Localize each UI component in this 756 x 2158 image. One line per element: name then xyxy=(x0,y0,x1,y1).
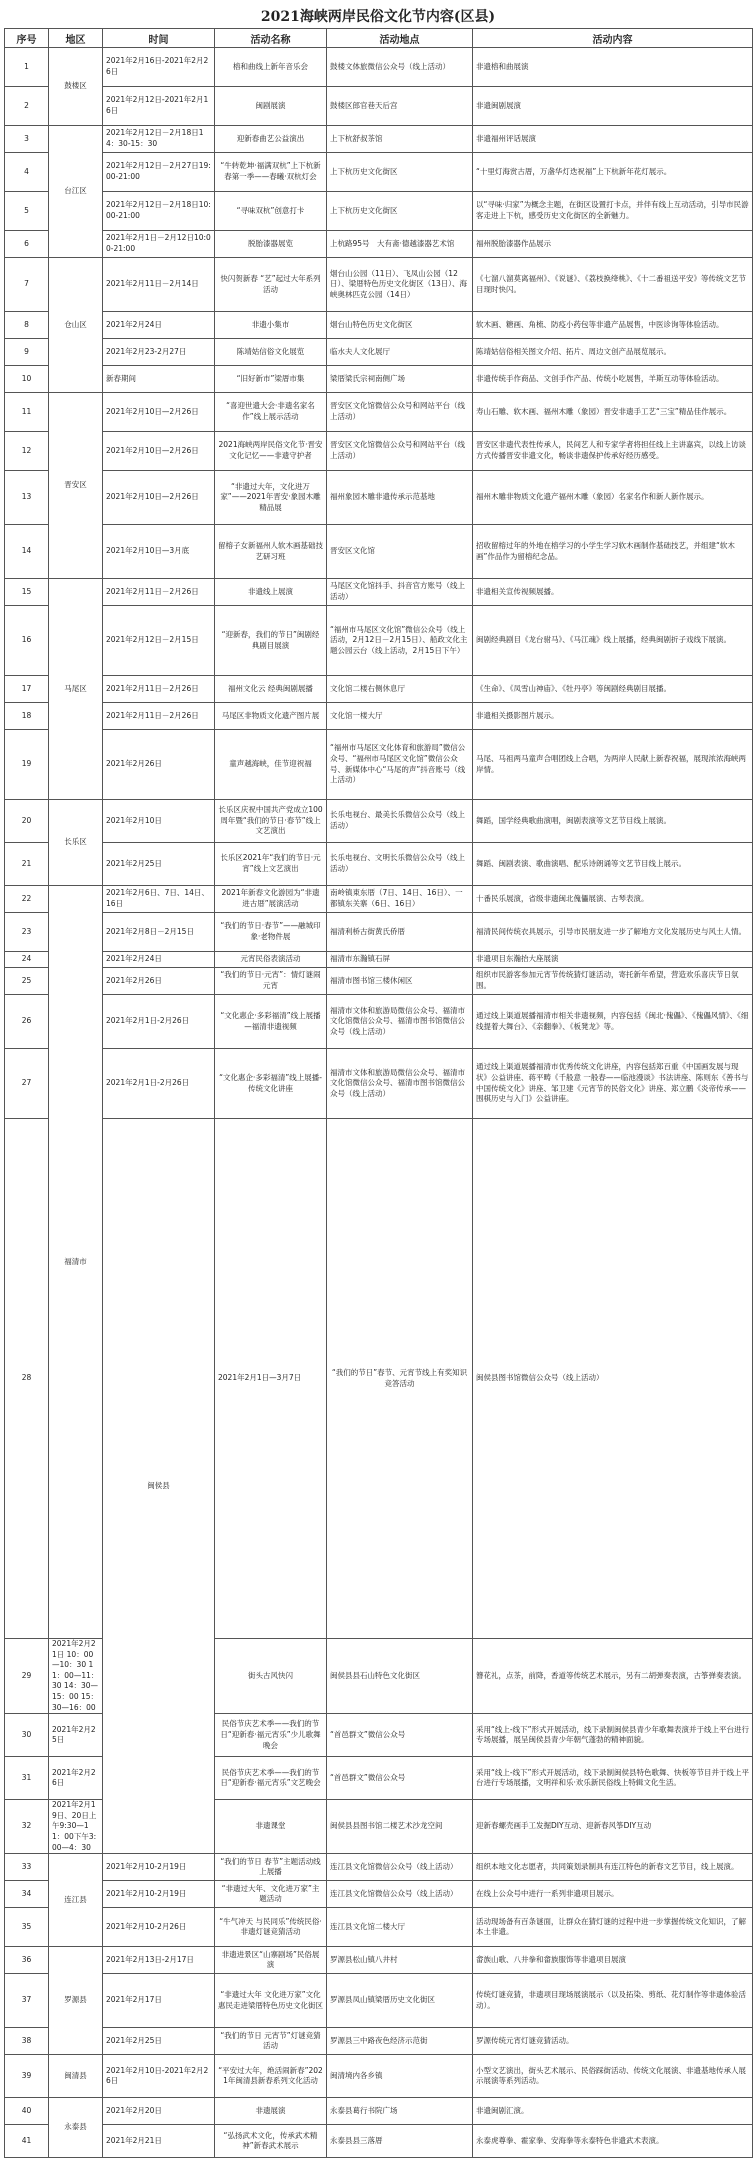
row-number: 15 xyxy=(5,579,49,606)
activity-name-cell: “平安过大年，绝活闹新春”2021年闽清县新春系列文化活动 xyxy=(215,2055,327,2098)
content-cell: 软木画、糖画、角梳、防疫小药包等非遗产品展售，中医诊询等体验活动。 xyxy=(473,312,753,339)
table-row xyxy=(5,48,753,87)
header-cell-place: 活动地点 xyxy=(327,29,473,48)
table-header xyxy=(5,29,753,48)
time-cell: 2021年2月10-2月19日 xyxy=(103,1881,215,1908)
content-cell: 组织本地文化志愿者，共同策划录制具有连江特色的新春文艺节目，线上展演。 xyxy=(473,1854,753,1881)
activity-name-cell: “我们的节日 元宵节”灯谜竞猜活动 xyxy=(215,2028,327,2055)
activity-name-cell: 非遗课堂 xyxy=(215,1800,327,1854)
region-cell: 台江区 xyxy=(49,126,103,258)
location-cell: 福清利桥古街黄氏侨厝 xyxy=(327,913,473,952)
row-number: 34 xyxy=(5,1881,49,1908)
table-row xyxy=(5,676,753,703)
table-row xyxy=(5,192,753,231)
activity-name-cell: “我们的节日 春节”主题活动线上展播 xyxy=(215,1854,327,1881)
activity-name-cell: 2021海峡两岸民俗文化节·晋安文化记忆——非遗守护者 xyxy=(215,432,327,471)
activity-name-cell: “我们的节日·元宵”：情灯谜闹元宵 xyxy=(215,968,327,995)
table-row xyxy=(5,1854,753,1881)
location-cell: 福清市图书馆三楼休闲区 xyxy=(327,968,473,995)
time-cell: 2021年2月12日－2月27日19:00-21:00 xyxy=(103,153,215,192)
activity-name-cell: 街头古风快闪 xyxy=(215,1639,327,1714)
time-cell: 2021年2月20日 xyxy=(103,2098,215,2125)
content-cell: 《生命》、《凤雪山神庙》、《牡丹亭》等闽剧经典剧目展播。 xyxy=(473,676,753,703)
time-cell: 2021年2月23-2月27日 xyxy=(103,339,215,366)
location-cell: 连江县文化馆微信公众号（线上活动） xyxy=(327,1881,473,1908)
table-row xyxy=(5,843,753,886)
location-cell: 鼓楼区郎官巷天后宫 xyxy=(327,87,473,126)
time-cell: 2021年2月26日 xyxy=(103,968,215,995)
row-number: 32 xyxy=(5,1800,49,1854)
content-cell: 组织市民游客参加元宵节传统猜灯谜活动，寄托新年希望，营造欢乐喜庆节日氛围。 xyxy=(473,968,753,995)
activity-name-cell: 非遗小集市 xyxy=(215,312,327,339)
content-cell: 采用“线上-线下”形式开展活动，线下录制闽侯县特色歌舞、快板等节目并于线上平台进行专场展播，文明祥和乐·欢乐新民俗线上特辑文化生活。 xyxy=(473,1757,753,1800)
content-cell: 非遗相关摄影图片展示。 xyxy=(473,703,753,730)
time-cell: 2021年2月11日－2月26日 xyxy=(103,579,215,606)
location-cell: 闽侯县县图书馆二楼艺术沙龙空间 xyxy=(327,1800,473,1854)
row-number: 27 xyxy=(5,1049,49,1119)
row-number: 22 xyxy=(5,886,49,913)
time-cell: 2021年2月21日 10：00—10：30 11：00—11：30 14：30—15：00 15：30—16：00 xyxy=(49,1639,103,1714)
content-cell: 永泰虎尊拳、霍家拳、安海拳等永泰特色非遗武术表演。 xyxy=(473,2125,753,2158)
location-cell: 文化馆一楼大厅 xyxy=(327,703,473,730)
region-cell: 鼓楼区 xyxy=(49,48,103,126)
header-cell-region: 地区 xyxy=(49,29,103,48)
header-cell-content: 活动内容 xyxy=(473,29,753,48)
table-row xyxy=(5,968,753,995)
table-row xyxy=(5,730,753,800)
location-cell: 罗源县凤山镇梁厝历史文化街区 xyxy=(327,1974,473,2028)
location-cell: 南岭镇東东厝（7日、14日、16日）、一都镇东关寨（6日、16日） xyxy=(327,886,473,913)
table-body xyxy=(5,48,753,2158)
row-number: 21 xyxy=(5,843,49,886)
activity-name-cell: “迎新春，我们的节日”闽剧经典剧目展演 xyxy=(215,606,327,676)
content-cell: 迎新春螺壳画手工发掘DIY互动、迎新春风筝DIY互动 xyxy=(473,1800,753,1854)
time-cell: 2021年2月24日 xyxy=(103,312,215,339)
row-number: 25 xyxy=(5,968,49,995)
table-row xyxy=(5,87,753,126)
content-cell: 舞蹈，国学经典歌曲演唱，闽剧表演等文艺节目线上展演。 xyxy=(473,800,753,843)
content-cell: 采用“线上-线下”形式开展活动，线下录制闽侯县青少年歌舞表演并于线上平台进行专场展播，展呈闽侯县青少年朝气蓬勃的精神面貌。 xyxy=(473,1714,753,1757)
activity-name-cell: 非遗进景区“山寨剧场”民俗展演 xyxy=(215,1947,327,1974)
time-cell: 2021年2月10日—2月26日 xyxy=(103,393,215,432)
activity-name-cell: 元宵民俗表演活动 xyxy=(215,952,327,968)
time-cell: 2021年2月10-2月26日 xyxy=(103,1908,215,1947)
row-number: 13 xyxy=(5,471,49,525)
content-cell: 陈靖姑信俗相关图文介绍、拓片、周边文创产品展览展示。 xyxy=(473,339,753,366)
region-cell: 永泰县 xyxy=(49,2098,103,2158)
row-number: 5 xyxy=(5,192,49,231)
activity-name-cell: 脱胎漆器展览 xyxy=(215,231,327,258)
row-number: 1 xyxy=(5,48,49,87)
location-cell: 上下杭舒叔茶馆 xyxy=(327,126,473,153)
table-row xyxy=(5,1908,753,1947)
content-cell: 福州脱胎漆器作品展示 xyxy=(473,231,753,258)
activity-name-cell: “寻味双杭”创意打卡 xyxy=(215,192,327,231)
row-number: 29 xyxy=(5,1639,49,1714)
header-cell-no: 序号 xyxy=(5,29,49,48)
table-row xyxy=(5,471,753,525)
location-cell: 福清市文体和旅游局微信公众号、福清市文化馆微信公众号、福清市图书馆微信公众号（线上活动） xyxy=(327,995,473,1049)
location-cell: 马尾区文化馆抖手、抖音官方账号（线上活动） xyxy=(327,579,473,606)
region-cell: 连江县 xyxy=(49,1854,103,1947)
location-cell: 闽侯县县石山特色文化街区 xyxy=(327,1639,473,1714)
table-row xyxy=(5,1974,753,2028)
time-cell: 2021年2月25日 xyxy=(103,843,215,886)
region-cell: 闽清县 xyxy=(49,2055,103,2098)
location-cell: 上下杭历史文化街区 xyxy=(327,192,473,231)
table-row xyxy=(5,231,753,258)
time-cell: 2021年2月10日—2月26日 xyxy=(103,471,215,525)
content-cell: 通过线上渠道展播福清市优秀传统文化讲座，内容包括郑百重《中国画发展与现状》公益讲座、蒋平畴《千般意 一般春——临池漫谈》书法讲座、陈则东《善书与中国传统文化》讲座、邹卫建《元宵节的民俗文化》讲座、郑立鹏《炎帝传承——围棋历史与入门》公益讲座。 xyxy=(473,1049,753,1119)
activity-name-cell: 榕和曲线上新年音乐会 xyxy=(215,48,327,87)
location-cell: “首邑群文”微信公众号 xyxy=(327,1714,473,1757)
time-cell: 2021年2月25日 xyxy=(49,1714,103,1757)
location-cell: 福清市文体和旅游局微信公众号、福清市文化馆微信公众号、福清市图书馆微信公众号（线上活动） xyxy=(327,1049,473,1119)
activity-name-cell: “弘扬武术文化，传承武术精神”新春武术展示 xyxy=(215,2125,327,2158)
table-row xyxy=(5,703,753,730)
activity-name-cell: 童声越海峡，佳节迎祝福 xyxy=(215,730,327,800)
table-row xyxy=(5,2055,753,2098)
activity-name-cell: 闽剧展演 xyxy=(215,87,327,126)
time-cell: 2021年2月10-2月19日 xyxy=(103,1854,215,1881)
time-cell: 2021年2月1日－2月12日10:00-21:00 xyxy=(103,231,215,258)
time-cell: 2021年2月21日 xyxy=(103,2125,215,2158)
location-cell: 罗源县三中路夜色经济示范街 xyxy=(327,2028,473,2055)
time-cell: 2021年2月12日－2月18日14：30-15：30 xyxy=(103,126,215,153)
region-cell: 罗源县 xyxy=(49,1947,103,2055)
row-number: 33 xyxy=(5,1854,49,1881)
row-number: 18 xyxy=(5,703,49,730)
document-title: 2021海峡两岸民俗文化节内容(区县) xyxy=(260,9,496,25)
time-cell: 2021年2月26日 xyxy=(103,730,215,800)
row-number: 35 xyxy=(5,1908,49,1947)
time-cell: 2021年2月10日 xyxy=(103,800,215,843)
location-cell: “福州市马尾区文化体育和旅游局”微信公众号、“福州市马尾区文化馆”微信公众号、新媒体中心“马尾的声”抖音账号（线上活动） xyxy=(327,730,473,800)
time-cell: 2021年2月11日－2月26日 xyxy=(103,676,215,703)
location-cell: 梁厝梁氏宗祠南侧广场 xyxy=(327,366,473,393)
table-row xyxy=(5,579,753,606)
activity-name-cell: “非遗过大年，文化进万家”——2021年晋安·象园木雕精品展 xyxy=(215,471,327,525)
time-cell: 2021年2月10日—2月26日 xyxy=(103,432,215,471)
row-number: 16 xyxy=(5,606,49,676)
time-cell: 2021年2月24日 xyxy=(103,952,215,968)
time-cell: 2021年2月8日－2月15日 xyxy=(103,913,215,952)
time-cell: 2021年2月1日-2月26日 xyxy=(103,995,215,1049)
location-cell: 长乐电视台、最美长乐微信公众号（线上活动） xyxy=(327,800,473,843)
row-number: 28 xyxy=(5,1119,49,1639)
row-number: 19 xyxy=(5,730,49,800)
content-cell: 非遗项目东瀚抬大座展演 xyxy=(473,952,753,968)
row-number: 39 xyxy=(5,2055,49,2098)
activity-name-cell: 迎新春曲艺公益演出 xyxy=(215,126,327,153)
activity-name-cell: 非遗线上展演 xyxy=(215,579,327,606)
activity-name-cell: 马尾区非物质文化遗产图片展 xyxy=(215,703,327,730)
activity-name-cell: “我们的节日·春节”——融城印象·老物件展 xyxy=(215,913,327,952)
activity-name-cell: “牛转乾坤·福满双杭”上下杭新春第一季——春曦·双杭灯会 xyxy=(215,153,327,192)
table-row xyxy=(5,1119,753,1639)
table-row xyxy=(5,606,753,676)
table-row xyxy=(5,153,753,192)
row-number: 6 xyxy=(5,231,49,258)
row-number: 14 xyxy=(5,525,49,579)
row-number: 36 xyxy=(5,1947,49,1974)
row-number: 2 xyxy=(5,87,49,126)
content-cell: 非遗福州评话展演 xyxy=(473,126,753,153)
table-row xyxy=(5,913,753,952)
region-cell: 福清市 xyxy=(49,886,103,1639)
row-number: 7 xyxy=(5,258,49,312)
content-cell: 福清民间传统衣具展示，引导市民朋友进一步了解地方文化发展历史与风土人情。 xyxy=(473,913,753,952)
time-cell: 2021年2月1日—3月7日 xyxy=(215,1119,327,1639)
location-cell: 临水夫人文化展厅 xyxy=(327,339,473,366)
activity-name-cell: “非遗过大年 文化进万家”文化惠民走进梁厝特色历史文化街区 xyxy=(215,1974,327,2028)
content-cell: “十里灯海赏古厝，万盏华灯迭祝福”上下杭新年花灯展示。 xyxy=(473,153,753,192)
content-cell: 非遗闽剧展演 xyxy=(473,87,753,126)
table-row xyxy=(5,1049,753,1119)
activity-name-cell: 长乐区2021年“我们的节日·元宵”线上文艺演出 xyxy=(215,843,327,886)
location-cell: 烟台山特色历史文化街区 xyxy=(327,312,473,339)
content-cell: 非遗榕和曲展演 xyxy=(473,48,753,87)
row-number: 12 xyxy=(5,432,49,471)
content-cell: 晋安区非遗代表性传承人，民间艺人和专家学者将担任线上主讲嘉宾，以线上访谈方式传播晋安非遗文化，畅谈非遗保护传承好经历感受。 xyxy=(473,432,753,471)
time-cell: 2021年2月12日－2月15日 xyxy=(103,606,215,676)
activity-name-cell: 民俗节庆艺术季——我们的节日“迎新春·福元宵乐”少儿歌舞晚会 xyxy=(215,1714,327,1757)
location-cell: 福清市东瀚镇石屏 xyxy=(327,952,473,968)
content-cell: 活动现场备有百条谜面，让群众在猜灯谜的过程中进一步掌握传统文化知识，了解本土非遗。 xyxy=(473,1908,753,1947)
location-cell: 连江县文化馆微信公众号（线上活动） xyxy=(327,1854,473,1881)
location-cell: 文化馆二楼右侧休息厅 xyxy=(327,676,473,703)
content-cell: 罗源传统元宵灯谜竞猜活动。 xyxy=(473,2028,753,2055)
activity-name-cell: 留榕子女新福州人软木画基础技艺研习班 xyxy=(215,525,327,579)
table-row xyxy=(5,952,753,968)
location-cell: 上下杭历史文化街区 xyxy=(327,153,473,192)
location-cell: 晋安区文化馆微信公众号和网站平台（线上活动） xyxy=(327,432,473,471)
activity-name-cell: 陈靖姑信俗文化展览 xyxy=(215,339,327,366)
activity-name-cell: 非遗展演 xyxy=(215,2098,327,2125)
time-cell: 2021年2月19日、20日上午9:30—11：00下午3:00—4：30 xyxy=(49,1800,103,1854)
table-row xyxy=(5,525,753,579)
region-cell: 长乐区 xyxy=(49,800,103,886)
content-cell: 福州木雕非物质文化遗产福州木雕（象园）名家名作和新人新作展示。 xyxy=(473,471,753,525)
location-cell: 福州象园木雕非遗传承示范基地 xyxy=(327,471,473,525)
content-cell: 马尾、马祖两马童声合唱团线上合唱，为两岸人民献上新春祝福，展现浓浓海峡两岸情。 xyxy=(473,730,753,800)
row-number: 11 xyxy=(5,393,49,432)
table-row xyxy=(5,886,753,913)
time-cell: 2021年2月12日－2月18日10:00-21:00 xyxy=(103,192,215,231)
row-number: 24 xyxy=(5,952,49,968)
table-row xyxy=(5,312,753,339)
activity-name-cell: 长乐区庆祝中国共产党成立100周年暨“我们的节日·春节”线上文艺演出 xyxy=(215,800,327,843)
location-cell: “福州市马尾区文化馆”微信公众号（线上活动，2月12日－2月15日）、船政文化主题公园云台（线上活动，2月15日下午） xyxy=(327,606,473,676)
row-number: 20 xyxy=(5,800,49,843)
location-cell: 烟台山公园（11日）、飞凤山公园（12日）、梁厝特色历史文化街区（13日）、海峡奥林匹克公园（14日） xyxy=(327,258,473,312)
content-cell: 小型文艺演出，街头艺术展示、民俗踩街活动、传统文化展演、非遗基地传承人展示展演等系列活动。 xyxy=(473,2055,753,2098)
location-cell: 长乐电视台、文明长乐微信公众号（线上活动） xyxy=(327,843,473,886)
time-cell: 2021年2月11日－2月26日 xyxy=(103,703,215,730)
content-cell: 传统灯谜竞猜，非遗项目现场展演展示（以及拓染、剪纸、花灯制作等非遗体验活动）。 xyxy=(473,1974,753,2028)
table-row xyxy=(5,995,753,1049)
activity-name-cell: 民俗节庆艺术季——我们的节日“迎新春·福元宵乐”文艺晚会 xyxy=(215,1757,327,1800)
activity-name-cell: 福州文化云 经典闽剧展播 xyxy=(215,676,327,703)
header-cell-name: 活动名称 xyxy=(215,29,327,48)
region-cell: 晋安区 xyxy=(49,393,103,579)
time-cell: 2021年2月12日-2021年2月16日 xyxy=(103,87,215,126)
activity-name-cell: “旧好新市”梁厝市集 xyxy=(215,366,327,393)
region-cell: 闽侯县 xyxy=(103,1119,215,1854)
time-cell: 新春期间 xyxy=(103,366,215,393)
location-cell: 永泰县葛行书院广场 xyxy=(327,2098,473,2125)
activity-name-cell: “非遗过大年、文化进万家”主题活动 xyxy=(215,1881,327,1908)
content-cell: 《七溜八溜莫离福州》、《说谜》、《荔枝换绛桃》、《十二番祖送平安》等传统文艺节目现时快闪。 xyxy=(473,258,753,312)
time-cell: 2021年2月26日 xyxy=(49,1757,103,1800)
location-cell: “首邑群文”微信公众号 xyxy=(327,1757,473,1800)
table-row xyxy=(5,2028,753,2055)
location-cell: 永泰县县三落厝 xyxy=(327,2125,473,2158)
table-row xyxy=(5,126,753,153)
content-cell: 十番民乐展演，省级非遗闽北傀儡展演、古琴表演。 xyxy=(473,886,753,913)
table-row xyxy=(5,366,753,393)
activity-name-cell: “文化惠企·多彩福清”线上展播—福清非遗视频 xyxy=(215,995,327,1049)
content-cell: 闽剧经典剧目《龙台驸马》、《马江魂》线上展播，经典闽剧折子戏线下展演。 xyxy=(473,606,753,676)
activity-name-cell: “喜迎世遗大会·非遗名家名作”线上展示活动 xyxy=(215,393,327,432)
location-cell: 罗源县松山镇八井村 xyxy=(327,1947,473,1974)
row-number: 30 xyxy=(5,1714,49,1757)
table-row xyxy=(5,393,753,432)
content-cell: 非遗传统手作商品、文创手作产品、传统小吃展售，羊斯互动等体验活动。 xyxy=(473,366,753,393)
time-cell: 2021年2月25日 xyxy=(103,2028,215,2055)
activity-name-cell: 2021年新春文化游园为“非遗进古厝”展演活动 xyxy=(215,886,327,913)
content-cell: 畲族山歌、八井拳和畲族服饰等非遗项目展演 xyxy=(473,1947,753,1974)
location-cell: 晋安区文化馆 xyxy=(327,525,473,579)
table-row xyxy=(5,258,753,312)
row-number: 31 xyxy=(5,1757,49,1800)
time-cell: 2021年2月17日 xyxy=(103,1974,215,2028)
region-cell: 马尾区 xyxy=(49,579,103,800)
content-cell: 寿山石雕、软木画、福州木雕（象园）晋安非遗手工艺“三宝”精品佳作展示。 xyxy=(473,393,753,432)
location-cell: 闽清境内各乡镇 xyxy=(327,2055,473,2098)
row-number: 8 xyxy=(5,312,49,339)
table-row xyxy=(5,2125,753,2158)
content-cell: 簪花礼，点茶，前降，香道等传统艺术展示，另有二胡弹奏表演，古筝弹奏表演。 xyxy=(473,1639,753,1714)
row-number: 40 xyxy=(5,2098,49,2125)
events-table xyxy=(4,28,753,2158)
location-cell: 闽侯县图书馆微信公众号（线上活动） xyxy=(473,1119,753,1639)
time-cell: 2021年2月10日—3月底 xyxy=(103,525,215,579)
time-cell: 2021年2月16日-2021年2月26日 xyxy=(103,48,215,87)
location-cell: 鼓楼文体旅微信公众号（线上活动） xyxy=(327,48,473,87)
activity-name-cell: “文化惠企·多彩福清”线上展播-传统文化讲座 xyxy=(215,1049,327,1119)
row-number: 4 xyxy=(5,153,49,192)
row-number: 41 xyxy=(5,2125,49,2158)
location-cell: 连江县文化馆二楼大厅 xyxy=(327,1908,473,1947)
row-number: 37 xyxy=(5,1974,49,2028)
time-cell: 2021年2月6日、7日、14日、16日 xyxy=(103,886,215,913)
activity-name-cell: “牛气冲天 与民同乐”传统民俗·非遗灯谜竞猜活动 xyxy=(215,1908,327,1947)
table-row xyxy=(5,800,753,843)
location-cell: 晋安区文化馆微信公众号和网站平台（线上活动） xyxy=(327,393,473,432)
time-cell: 2021年2月1日-2月26日 xyxy=(103,1049,215,1119)
content-cell: 通过线上渠道展播福清市相关非遗视频，内容包括《闽北·傀儡》、《傀儡风情》、《细线提着大舞台》、《亲翻拳》、《板凳龙》等。 xyxy=(473,995,753,1049)
content-cell: 招收留榕过年的外地在榕学习的小学生学习软木画制作基础技艺，并组建“软木画”作品作为留榕纪念品。 xyxy=(473,525,753,579)
row-number: 10 xyxy=(5,366,49,393)
row-number: 17 xyxy=(5,676,49,703)
time-cell: 2021年2月10日-2021年2月26日 xyxy=(103,2055,215,2098)
location-cell: 上杭路95号 大有斋·德越漆器艺术馆 xyxy=(327,231,473,258)
content-cell: 非遗相关宣传视频展播。 xyxy=(473,579,753,606)
table-row xyxy=(5,432,753,471)
row-number: 3 xyxy=(5,126,49,153)
time-cell: 2021年2月13日-2月17日 xyxy=(103,1947,215,1974)
time-cell: 2021年2月11日－2月14日 xyxy=(103,258,215,312)
header-row xyxy=(5,29,753,48)
row-number: 26 xyxy=(5,995,49,1049)
table-row xyxy=(5,339,753,366)
content-cell: 在线上公众号中进行一系列非遗项目展示。 xyxy=(473,1881,753,1908)
activity-name-cell: “我们的节日”春节、元宵节线上有奖知识竞答活动 xyxy=(327,1119,473,1639)
content-cell: 舞蹈、闽剧表演、歌曲演唱、配乐诗朗诵等文艺节目线上展示。 xyxy=(473,843,753,886)
content-cell: 非遗闽剧汇演。 xyxy=(473,2098,753,2125)
content-cell: 以“寻味·归家”为概念主题，在街区设置打卡点，并伴有线上互动活动，引导市民游客走进上下杭，感受历史文化街区的全新魅力。 xyxy=(473,192,753,231)
table-row xyxy=(5,1947,753,1974)
activity-name-cell: 快闪贺新春 “艺”起过大年系列活动 xyxy=(215,258,327,312)
region-cell: 仓山区 xyxy=(49,258,103,393)
row-number: 23 xyxy=(5,913,49,952)
row-number: 38 xyxy=(5,2028,49,2055)
header-cell-time: 时间 xyxy=(103,29,215,48)
table-row xyxy=(5,2098,753,2125)
row-number: 9 xyxy=(5,339,49,366)
